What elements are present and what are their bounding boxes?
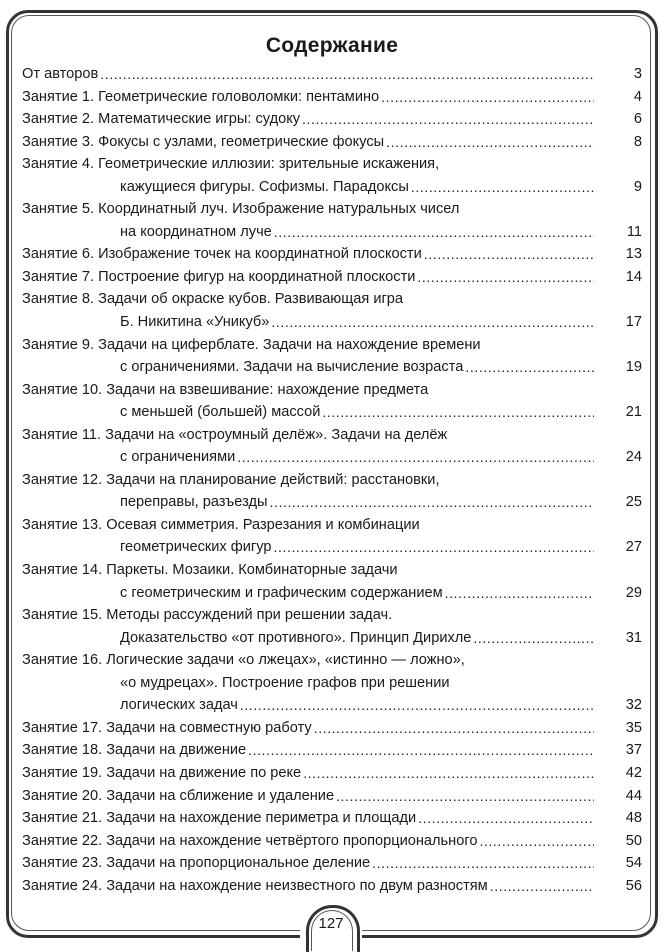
toc-page-number: 17: [625, 314, 642, 331]
dot-leader: [240, 694, 594, 717]
toc-line: [22, 356, 642, 379]
toc-entry-title: Занятие 19. Задачи на движение по реке: [22, 764, 302, 781]
dot-leader: [248, 739, 594, 762]
toc-line: [22, 582, 642, 605]
toc-page-number: 4: [633, 88, 642, 105]
toc-entry-title: Занятие 12. Задачи на планирование действий: расстановки,: [22, 471, 440, 488]
toc-entry[interactable]: [22, 63, 642, 86]
toc-entry[interactable]: [22, 514, 642, 559]
toc-page-number: 3: [633, 66, 642, 82]
dot-leader: [274, 221, 594, 244]
toc-entry-title: Занятие 14. Паркеты. Мозаики. Комбинаторные задачи: [22, 562, 398, 579]
toc-entry[interactable]: [22, 469, 642, 514]
toc-entry-title: Занятие 3. Фокусы с узлами, геометрические фокусы: [22, 133, 385, 150]
dot-leader: [490, 875, 594, 898]
toc-line: [22, 401, 642, 424]
toc-entry-title: Занятие 4. Геометрические иллюзии: зрительные искажения,: [22, 156, 440, 173]
toc-entry-title: Занятие 16. Логические задачи «о лжецах», «истинно — ложно»,: [22, 652, 465, 669]
toc-page-number: 27: [625, 539, 642, 556]
toc-line: [22, 198, 642, 221]
toc-line: [22, 379, 642, 402]
toc-line: [22, 762, 642, 785]
toc-entry-title: Занятие 1. Геометрические головоломки: пентамино: [22, 88, 380, 105]
toc-line: [22, 243, 642, 266]
toc-entry-title: Занятие 6. Изображение точек на координатной плоскости: [22, 246, 422, 263]
toc-line: [22, 108, 642, 131]
toc-entry-title: переправы, разъезды: [120, 494, 268, 511]
toc-page-number: 54: [625, 855, 642, 872]
toc-entry-title: От авторов: [22, 66, 99, 82]
toc-page-number: 44: [625, 787, 642, 804]
toc-entry[interactable]: [22, 108, 642, 131]
toc-entry[interactable]: [22, 243, 642, 266]
toc-page-number: 14: [625, 268, 642, 285]
toc-entry-title: на координатном луче: [120, 223, 272, 240]
dot-leader: [269, 491, 594, 514]
toc-entry-title: Занятие 21. Задачи на нахождение периметра и площади: [22, 810, 417, 827]
toc-page-number: 19: [625, 359, 642, 376]
toc-line: [22, 221, 642, 244]
toc-page-number: 29: [625, 584, 642, 601]
dot-leader: [303, 762, 594, 785]
toc-entry-title: Занятие 8. Задачи об окраске кубов. Развивающая игра: [22, 291, 404, 308]
toc-line: [22, 334, 642, 357]
toc-entry-title: Занятие 23. Задачи на пропорциональное деление: [22, 855, 371, 872]
toc-page-number: 48: [625, 810, 642, 827]
dot-leader: [274, 536, 595, 559]
page-number-badge: [302, 903, 360, 943]
toc-entry[interactable]: [22, 807, 642, 830]
toc-line: [22, 739, 642, 762]
dot-leader: [445, 582, 594, 605]
page-number: 127: [318, 915, 344, 932]
toc-entry-title: Занятие 22. Задачи на нахождение четвёртого пропорционального: [22, 832, 478, 849]
toc-entry[interactable]: [22, 198, 642, 243]
toc-entry-title: Занятие 18. Задачи на движение: [22, 742, 247, 759]
toc-entry-title: Занятие 10. Задачи на взвешивание: нахождение предмета: [22, 381, 429, 398]
toc-line: [22, 875, 642, 898]
toc-line: [22, 311, 642, 334]
toc-line: [22, 176, 642, 199]
toc-line: [22, 491, 642, 514]
dot-leader: [271, 311, 594, 334]
toc-line: [22, 63, 642, 86]
toc-entry[interactable]: [22, 424, 642, 469]
toc-page-number: 9: [633, 178, 642, 195]
toc-line: [22, 469, 642, 492]
toc-entry-title: Занятие 9. Задачи на циферблате. Задачи на нахождение времени: [22, 336, 481, 353]
toc-entry[interactable]: [22, 762, 642, 785]
toc-page-number: 50: [625, 832, 642, 849]
dot-leader: [479, 830, 594, 853]
toc-entry[interactable]: [22, 288, 642, 333]
toc-line: [22, 807, 642, 830]
toc-line: [22, 604, 642, 627]
toc-page-number: 25: [625, 494, 642, 511]
toc-line: [22, 514, 642, 537]
toc-page-number: 13: [625, 246, 642, 263]
table-of-contents: [22, 63, 642, 897]
toc-entry[interactable]: [22, 875, 642, 898]
dot-leader: [465, 356, 594, 379]
toc-entry[interactable]: [22, 266, 642, 289]
toc-entry-title: с ограничениями. Задачи на вычисление возраста: [120, 359, 464, 376]
toc-page-number: 56: [625, 877, 642, 894]
dot-leader: [302, 108, 594, 131]
toc-entry-title: Доказательство «от противного». Принцип Дирихле: [120, 629, 472, 646]
dot-leader: [386, 131, 594, 154]
toc-line: [22, 649, 642, 672]
toc-page-number: 42: [625, 764, 642, 781]
toc-entry-title: Занятие 5. Координатный луч. Изображение натуральных чисел: [22, 201, 460, 218]
toc-entry-title: логических задач: [120, 697, 238, 714]
toc-entry-title: Занятие 7. Построение фигур на координатной плоскости: [22, 268, 416, 285]
toc-entry[interactable]: [22, 559, 642, 604]
toc-page-number: 8: [633, 133, 642, 150]
dot-leader: [372, 852, 594, 875]
toc-line: [22, 559, 642, 582]
toc-page-number: 11: [626, 223, 642, 240]
toc-entry-title: Занятие 17. Задачи на совместную работу: [22, 719, 312, 736]
toc-page-number: 31: [625, 629, 642, 646]
toc-page-number: 37: [625, 742, 642, 759]
toc-page-number: 21: [625, 404, 642, 421]
toc-entry[interactable]: [22, 830, 642, 853]
toc-line: [22, 86, 642, 109]
toc-line: [22, 153, 642, 176]
toc-line: [22, 852, 642, 875]
dot-leader: [473, 627, 594, 650]
toc-entry-title: с геометрическим и графическим содержанием: [120, 584, 443, 601]
toc-line: [22, 627, 642, 650]
toc-line: [22, 424, 642, 447]
toc-line: [22, 672, 642, 695]
toc-entry[interactable]: [22, 604, 642, 649]
toc-entry-title: с меньшей (большей) массой: [120, 404, 321, 421]
toc-line: [22, 785, 642, 808]
toc-entry-title: Занятие 20. Задачи на сближение и удаление: [22, 787, 335, 804]
toc-entry-title: Занятие 11. Задачи на «остроумный делёж». Задачи на делёж: [22, 426, 448, 443]
toc-entry-title: Занятие 2. Математические игры: судоку: [22, 111, 301, 128]
toc-entry-title: Занятие 15. Методы рассуждений при решении задач.: [22, 607, 393, 624]
toc-line: [22, 446, 642, 469]
toc-entry-title: с ограничениями: [120, 449, 236, 466]
toc-entry[interactable]: [22, 785, 642, 808]
toc-entry[interactable]: [22, 131, 642, 154]
dot-leader: [314, 717, 594, 740]
toc-entry-title: Б. Никитина «Уникуб»: [120, 314, 270, 331]
dot-leader: [322, 401, 594, 424]
dot-leader: [336, 785, 594, 808]
dot-leader: [417, 266, 594, 289]
toc-page-number: 32: [625, 697, 642, 714]
toc-entry[interactable]: [22, 852, 642, 875]
dot-leader: [381, 86, 594, 109]
toc-entry-title: кажущиеся фигуры. Софизмы. Парадоксы: [120, 178, 409, 195]
dot-leader: [424, 243, 594, 266]
dot-leader: [411, 176, 594, 199]
toc-entry-title: Занятие 24. Задачи на нахождение неизвестного по двум разностям: [22, 877, 488, 894]
toc-entry-title: Занятие 13. Осевая симметрия. Разрезания и комбинации: [22, 516, 420, 533]
toc-entry-title: геометрических фигур: [120, 539, 272, 556]
toc-page-number: 6: [633, 111, 642, 128]
toc-line: [22, 717, 642, 740]
toc-line: [22, 830, 642, 853]
dot-leader: [100, 63, 594, 86]
toc-entry[interactable]: [22, 649, 642, 717]
toc-entry[interactable]: [22, 739, 642, 762]
toc-entry[interactable]: [22, 153, 642, 198]
toc-line: [22, 694, 642, 717]
toc-line: [22, 131, 642, 154]
page-title: Содержание: [265, 34, 399, 57]
toc-line: [22, 536, 642, 559]
toc-line: [22, 288, 642, 311]
toc-entry[interactable]: [22, 86, 642, 109]
toc-entry[interactable]: [22, 379, 642, 424]
toc-page-number: 24: [625, 449, 642, 466]
dot-leader: [418, 807, 594, 830]
toc-line: [22, 266, 642, 289]
dot-leader: [237, 446, 594, 469]
toc-entry-title: «о мудрецах». Построение графов при решении: [120, 674, 450, 691]
toc-page-number: 35: [625, 719, 642, 736]
toc-entry[interactable]: [22, 717, 642, 740]
toc-entry[interactable]: [22, 334, 642, 379]
